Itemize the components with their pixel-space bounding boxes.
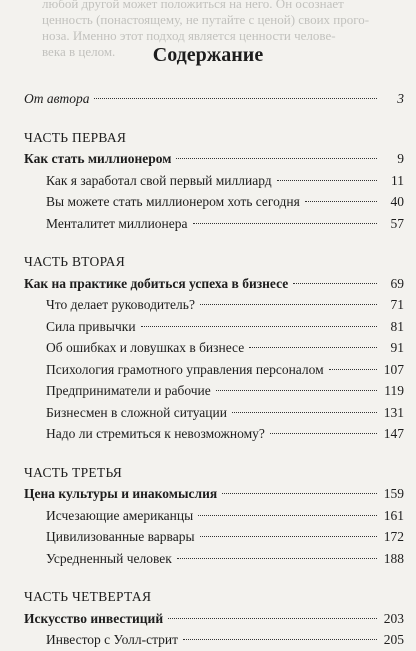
toc-section xyxy=(24,548,404,570)
part-heading: ЧАСТЬ ЧЕТВЕРТАЯ xyxy=(24,589,152,604)
dot-leader xyxy=(222,493,377,494)
toc-page-number: 9 xyxy=(397,151,404,166)
dot-leader xyxy=(305,201,377,202)
dot-leader xyxy=(249,347,377,348)
toc-page-number: 91 xyxy=(390,340,404,355)
dot-leader xyxy=(168,618,377,619)
part-heading: ЧАСТЬ ПЕРВАЯ xyxy=(24,129,127,145)
toc-entry-title: Что делает руководитель? xyxy=(46,297,195,312)
toc-entry-title: Об ошибках и ловушках в бизнесе xyxy=(46,340,245,355)
toc-entry-title: Инвестор с Уолл-стрит xyxy=(46,632,179,647)
dot-leader xyxy=(198,515,377,516)
toc-chapter xyxy=(24,273,404,295)
dot-leader xyxy=(183,639,377,640)
toc-chapter xyxy=(24,483,404,505)
toc-page-number: 172 xyxy=(383,529,404,544)
toc-entry-title: Искусство инвестиций xyxy=(24,610,164,626)
toc-section xyxy=(24,359,404,381)
toc-entry-title: Цена культуры и инакомыслия xyxy=(24,486,218,501)
toc-entry-title: Вы можете стать миллионером хоть сегодня xyxy=(46,194,300,209)
toc-section xyxy=(24,170,404,192)
toc-entry-author xyxy=(24,88,404,110)
toc-page-number: 69 xyxy=(390,275,404,291)
dot-leader xyxy=(232,412,377,413)
bleed-line: ценность (понастоящему, не путайте с ценой) своих прого- xyxy=(42,12,370,27)
part-heading: ЧАСТЬ ТРЕТЬЯ xyxy=(24,464,123,480)
toc-page-number: 131 xyxy=(383,404,404,420)
toc-chapter xyxy=(24,148,404,170)
toc-section xyxy=(24,629,404,651)
toc-entry-title: Менталитет миллионера xyxy=(46,215,188,231)
toc-entry-title: Предприниматели и рабочие xyxy=(46,383,211,398)
toc-entry-title: Усредненный человек xyxy=(46,550,172,566)
toc-page-number: 11 xyxy=(391,172,404,188)
dot-leader xyxy=(141,326,377,327)
dot-leader xyxy=(200,536,377,537)
toc-page-number: 71 xyxy=(390,297,404,312)
toc-entry-title: Сила привычки xyxy=(46,318,136,334)
toc-entry-title: Надо ли стремиться к невозможному? xyxy=(46,426,265,441)
bleed-line: любой другой может положиться на него. Он осознает xyxy=(42,0,344,11)
toc-entry-title: Цивилизованные варвары xyxy=(46,529,195,544)
toc-page-number: 57 xyxy=(390,215,404,231)
dot-leader xyxy=(216,390,377,391)
table-of-contents xyxy=(24,88,404,651)
dot-leader xyxy=(177,558,377,559)
dot-leader xyxy=(200,304,377,305)
toc-chapter xyxy=(24,608,404,630)
toc-page-number: 159 xyxy=(383,486,404,501)
toc-page-number: 147 xyxy=(383,426,404,441)
toc-page-number: 205 xyxy=(383,632,404,647)
dot-leader xyxy=(329,369,377,370)
toc-entry-title: От автора xyxy=(24,91,90,106)
dot-leader xyxy=(277,180,377,181)
toc-page-number: 81 xyxy=(390,318,404,334)
toc-page-number: 188 xyxy=(383,550,404,566)
dot-leader xyxy=(293,283,377,284)
toc-page-number: 40 xyxy=(390,194,404,209)
page-title: Содержание xyxy=(152,44,264,66)
toc-section xyxy=(24,380,404,402)
toc-entry-title: Исчезающие американцы xyxy=(46,507,194,523)
toc-entry-title: Психология грамотного управления персоналом xyxy=(46,361,324,377)
toc-section xyxy=(24,213,404,235)
toc-entry-title: Как стать миллионером xyxy=(24,151,172,166)
toc-entry-title: Как на практике добиться успеха в бизнесе xyxy=(24,275,289,291)
toc-page-number: 3 xyxy=(397,91,404,106)
toc-section xyxy=(24,423,404,445)
toc-section xyxy=(24,505,404,527)
toc-page-number: 119 xyxy=(384,383,404,398)
toc-page-number: 203 xyxy=(383,610,404,626)
toc-section xyxy=(24,294,404,316)
bleed-line: ноза. Именно этот подход является ценности челове- xyxy=(42,28,336,43)
toc-page-number: 161 xyxy=(383,507,404,523)
part-heading: ЧАСТЬ ВТОРАЯ xyxy=(24,254,126,269)
dot-leader xyxy=(193,223,377,224)
toc-section xyxy=(24,526,404,548)
dot-leader xyxy=(176,158,377,159)
dot-leader xyxy=(94,98,377,99)
bleed-line: века в целом. xyxy=(42,44,116,59)
toc-page-number: 107 xyxy=(383,361,404,377)
toc-section xyxy=(24,337,404,359)
toc-section xyxy=(24,191,404,213)
toc-entry-title: Как я заработал свой первый миллиард xyxy=(46,172,272,188)
dot-leader xyxy=(270,433,377,434)
toc-entry-title: Бизнесмен в сложной ситуации xyxy=(46,404,227,420)
toc-section xyxy=(24,402,404,424)
toc-section xyxy=(24,316,404,338)
